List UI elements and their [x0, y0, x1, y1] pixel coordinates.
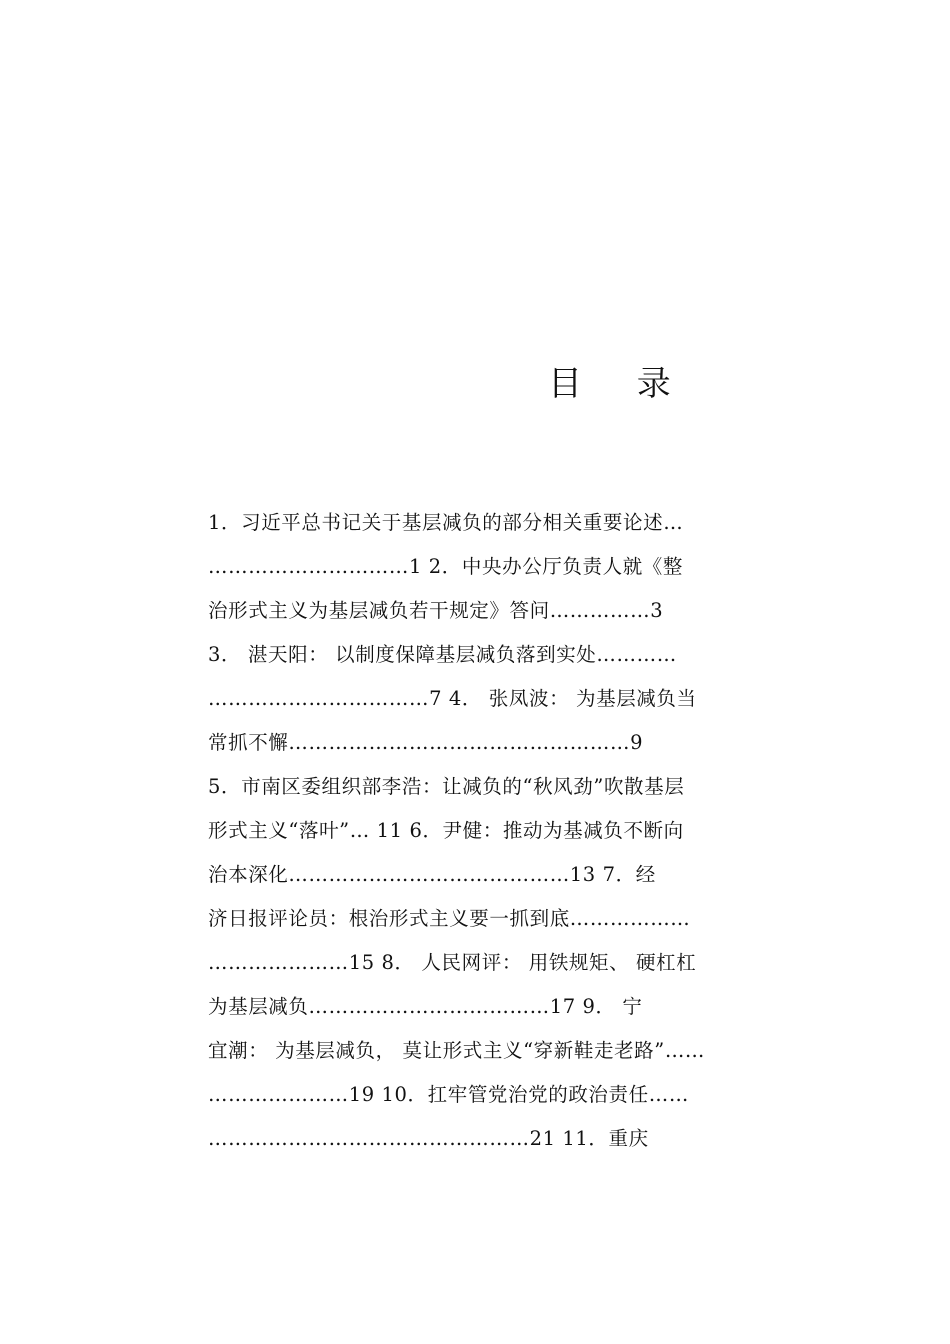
toc-line: …………………………………………21 11．重庆	[208, 1127, 649, 1150]
toc-line: 1．习近平总书记关于基层减负的部分相关重要论述…	[208, 511, 684, 534]
toc-line: 3． 湛天阳： 以制度保障基层减负落到实处…………	[208, 643, 677, 666]
table-of-contents	[208, 503, 748, 1163]
toc-line: …………………15 8． 人民网评： 用铁规矩、 硬杠杠	[208, 951, 697, 974]
toc-line: 治本深化……………………………………13 7．经	[208, 863, 656, 886]
toc-line: 常抓不懈……………………………………………9	[208, 731, 644, 754]
toc-line: 宜潮： 为基层减负， 莫让形式主义“穿新鞋走老路”……	[208, 1039, 706, 1062]
page-title: 目 录	[548, 364, 693, 404]
toc-line: …………………………1 2．中央办公厅负责人就《整	[208, 555, 684, 578]
toc-line: 治形式主义为基层减负若干规定》答问……………3	[208, 599, 664, 622]
toc-line: …………………19 10．扛牢管党治党的政治责任……	[208, 1083, 689, 1106]
toc-line: 5．市南区委组织部李浩：让减负的“秋风劲”吹散基层	[208, 775, 685, 798]
toc-line: 为基层减负………………………………17 9． 宁	[208, 995, 643, 1018]
toc-line: 形式主义“落叶”… 11 6．尹健：推动为基减负不断向	[208, 819, 684, 842]
toc-line: 济日报评论员：根治形式主义要一抓到底………………	[208, 907, 691, 930]
toc-line: ……………………………7 4． 张凤波： 为基层减负当	[208, 687, 697, 710]
